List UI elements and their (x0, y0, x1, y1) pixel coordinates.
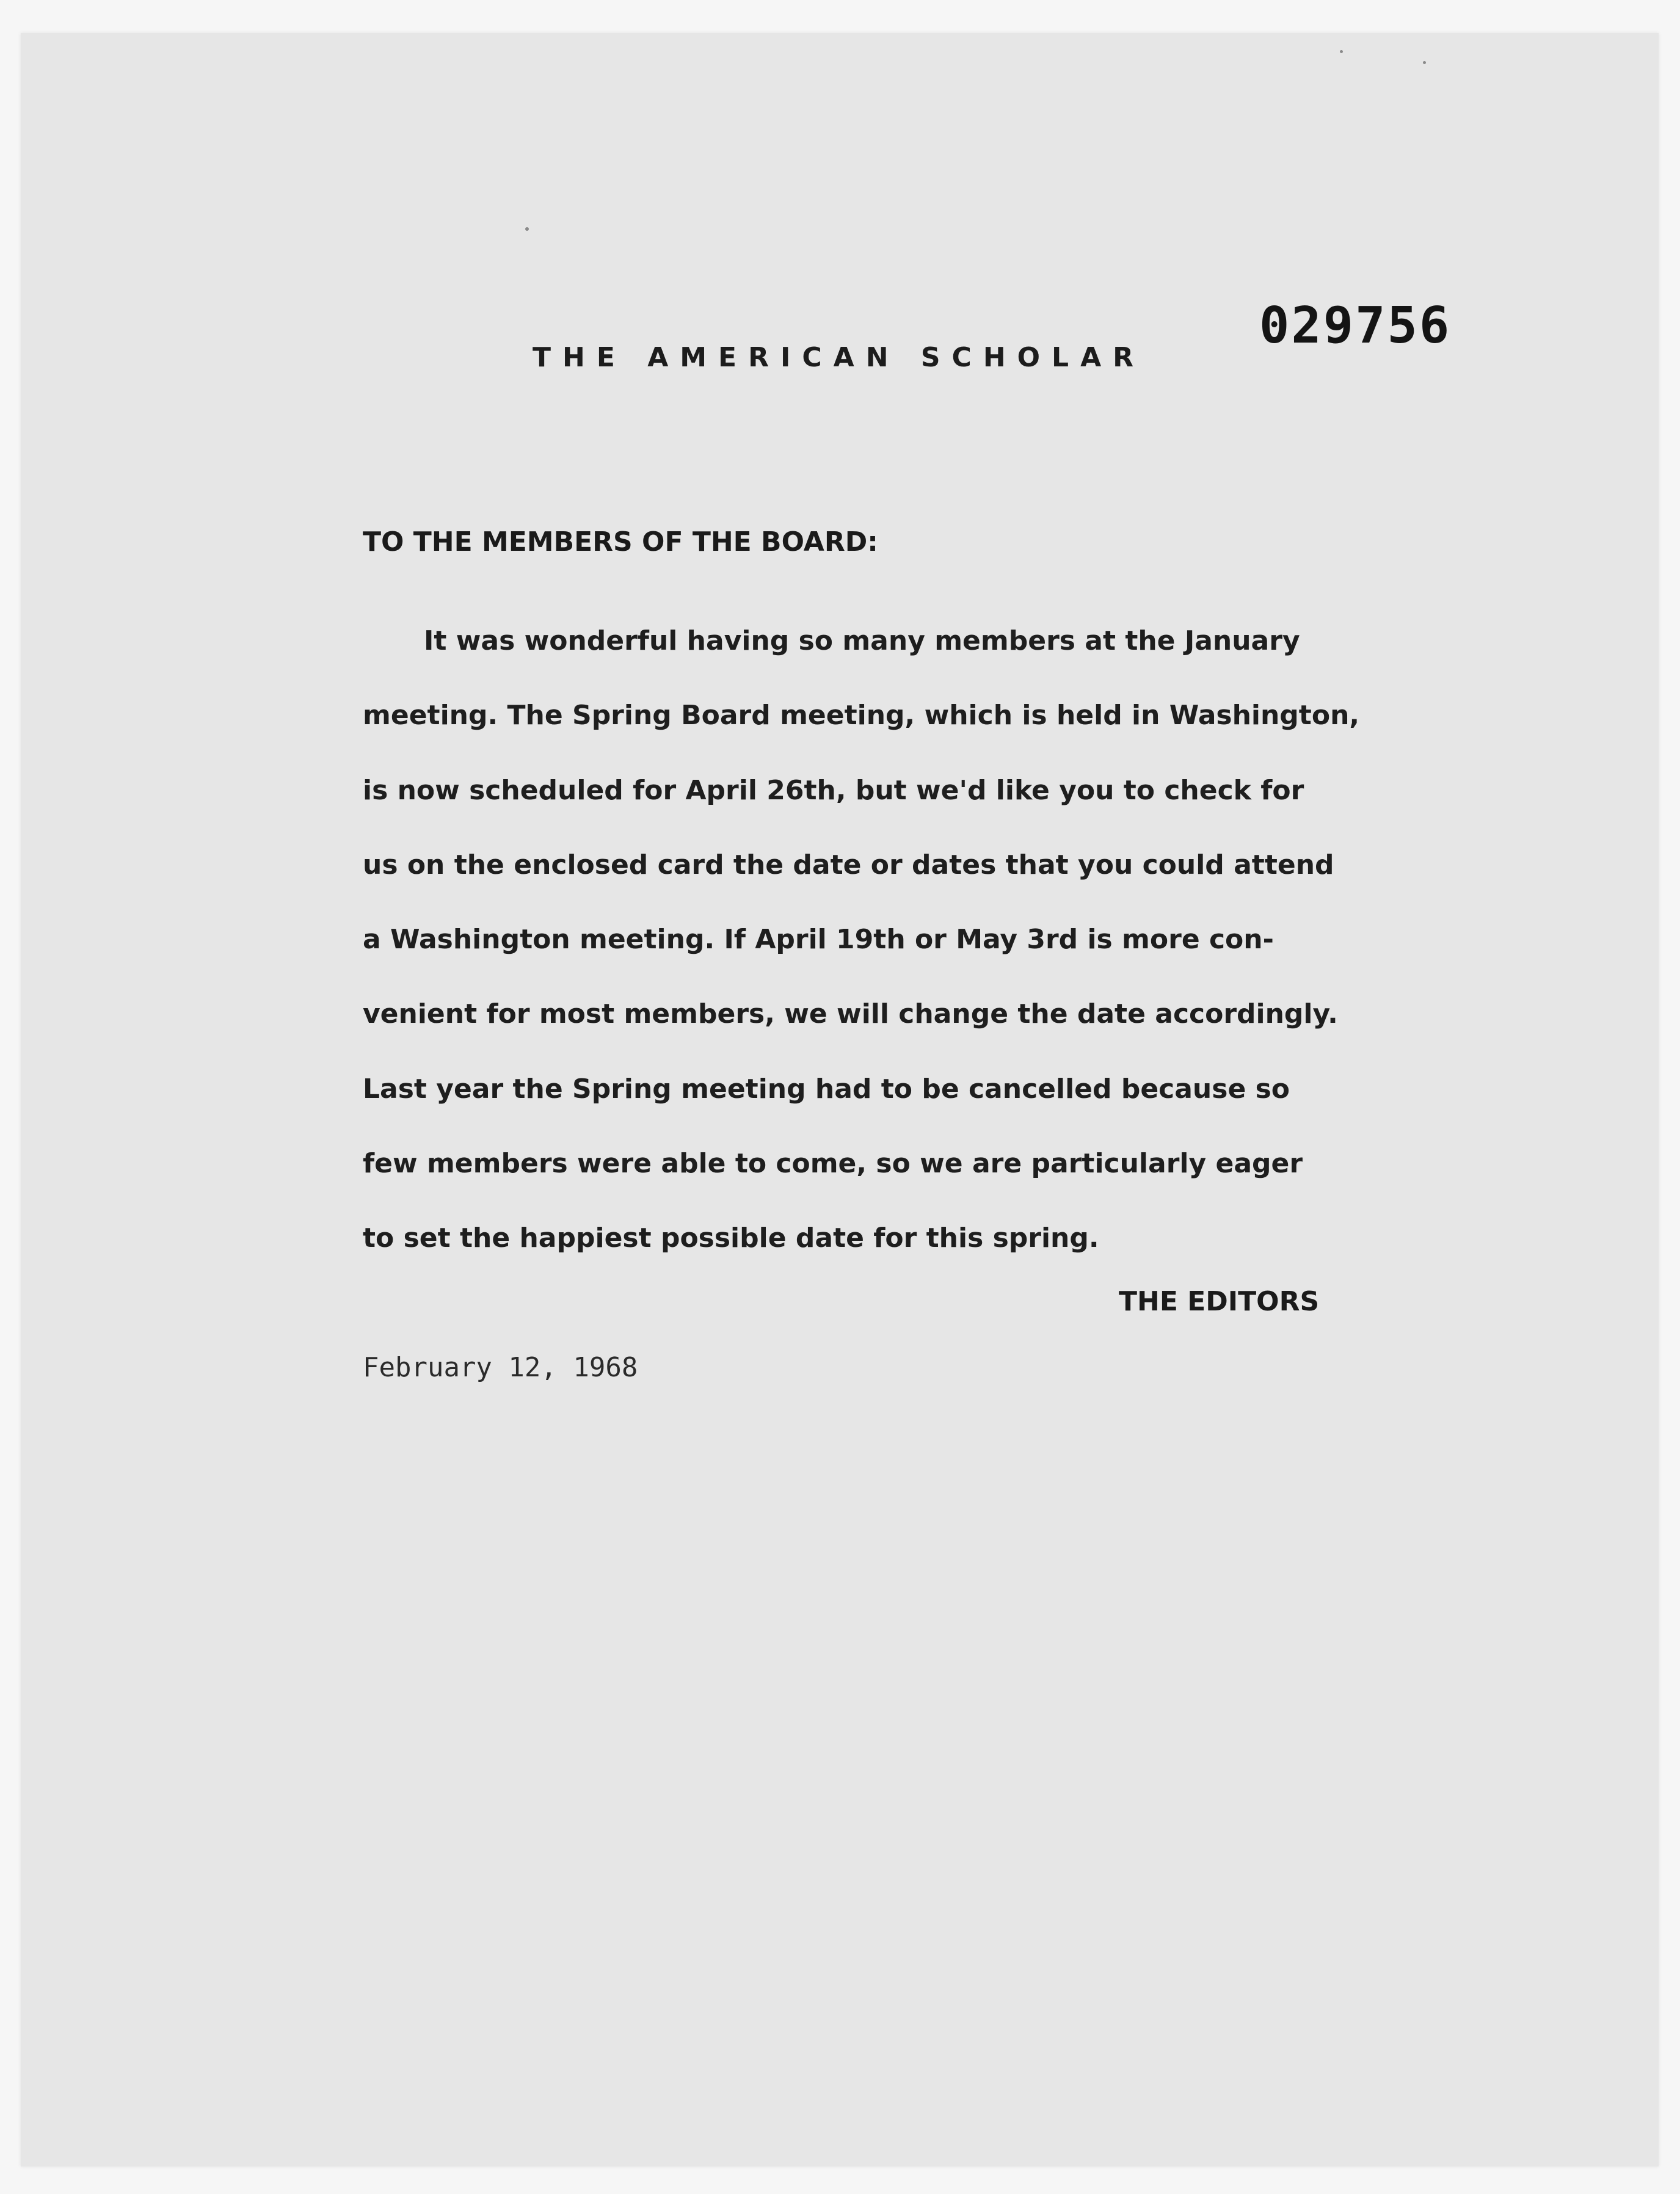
body-line: to set the happiest possible date for this spring. (363, 1222, 1099, 1254)
salutation: TO THE MEMBERS OF THE BOARD: (363, 526, 878, 558)
paper-speck (525, 227, 529, 231)
document-number: 029756 (1259, 297, 1452, 355)
body-line: meeting. The Spring Board meeting, which is held in Washington, (363, 700, 1360, 732)
body-line: is now scheduled for April 26th, but we'd like you to check for (363, 774, 1304, 806)
body-line: few members were able to come, so we are particularly eager (363, 1148, 1303, 1180)
body-line: a Washington meeting. If April 19th or May 3rd is more con- (363, 924, 1274, 956)
body-line: venient for most members, we will change the date accordingly. (363, 998, 1338, 1030)
paper-speck (1340, 50, 1343, 53)
letterhead-title: THE AMERICAN SCHOLAR (533, 342, 1146, 373)
paper-speck (1423, 61, 1426, 64)
body-line: It was wonderful having so many members at the January (424, 625, 1300, 656)
signature: THE EDITORS (1119, 1286, 1320, 1317)
letter-date: February 12, 1968 (363, 1352, 638, 1383)
body-line: Last year the Spring meeting had to be cancelled because so (363, 1073, 1290, 1105)
letter-body (363, 604, 1359, 1276)
body-line: us on the enclosed card the date or dates that you could attend (363, 849, 1334, 881)
letter-page (21, 33, 1659, 2167)
